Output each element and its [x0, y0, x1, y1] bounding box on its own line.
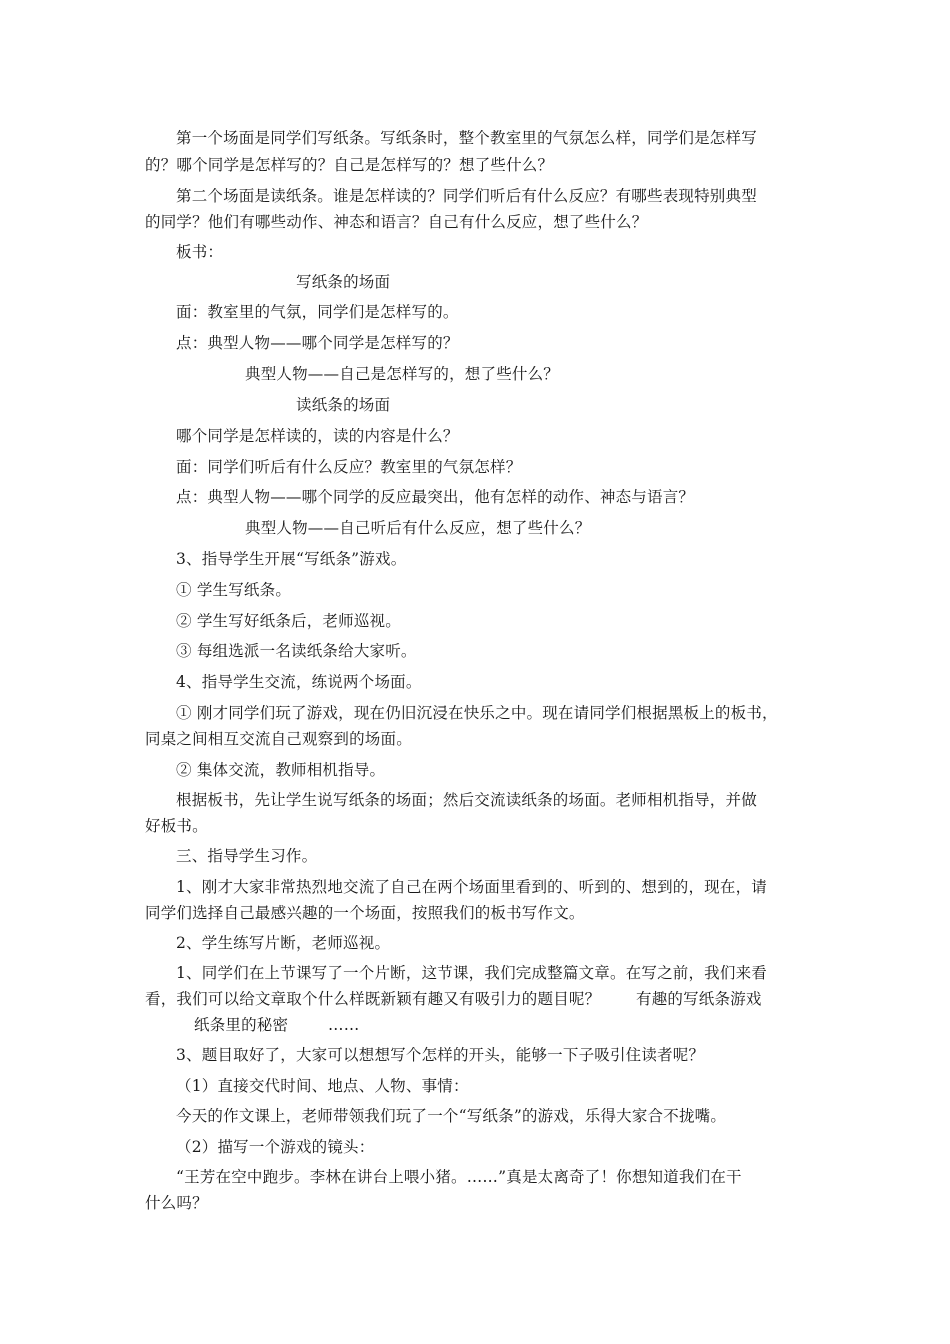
paragraph-line: 看，我们可以给文章取个什么样既新颖有趣又有吸引力的题目呢？ — [145, 990, 601, 1008]
ellipsis: …… — [328, 1016, 360, 1034]
paragraph-line: 的同学？他们有哪些动作、神态和语言？自己有什么反应，想了些什么？ — [145, 213, 648, 231]
title-example: 纸条里的秘密 — [194, 1016, 289, 1034]
board-heading: 写纸条的场面 — [296, 273, 391, 291]
example-text: 什么吗？ — [145, 1194, 208, 1212]
list-item: ② 集体交流，教师相机指导。 — [176, 761, 386, 779]
paragraph-line: 第二个场面是读纸条。谁是怎样读的？同学们听后有什么反应？有哪些表现特别典型 — [176, 187, 757, 205]
paragraph-line: 2、学生练写片断，老师巡视。 — [176, 934, 391, 952]
example-text: “王芳在空中跑步。李林在讲台上喂小猪。……”真是太离奇了！你想知道我们在干 — [176, 1168, 742, 1186]
list-item: 同桌之间相互交流自己观察到的场面。 — [145, 730, 412, 748]
board-line: 点：典型人物——哪个同学的反应最突出，他有怎样的动作、神态与语言？ — [176, 488, 695, 506]
board-line: 典型人物——自己听后有什么反应，想了些什么？ — [245, 519, 591, 537]
paragraph-line: 根据板书，先让学生说写纸条的场面；然后交流读纸条的场面。老师相机指导，并做 — [176, 791, 757, 809]
step-heading: 4、指导学生交流，练说两个场面。 — [176, 673, 422, 691]
step-heading: 3、指导学生开展“写纸条”游戏。 — [176, 550, 407, 568]
title-example: 有趣的写纸条游戏 — [636, 990, 762, 1008]
paragraph-line: 好板书。 — [145, 817, 208, 835]
board-label: 板书： — [176, 243, 224, 261]
paragraph-line: 第一个场面是同学们写纸条。写纸条时，整个教室里的气氛怎么样，同学们是怎样写 — [176, 129, 757, 147]
paragraph-line: 3、题目取好了，大家可以想想写个怎样的开头，能够一下子吸引住读者呢？ — [176, 1046, 705, 1064]
list-item: ② 学生写好纸条后，老师巡视。 — [176, 612, 401, 630]
paragraph-line: 1、刚才大家非常热烈地交流了自己在两个场面里看到的、听到的、想到的，现在，请 — [176, 878, 767, 896]
list-item: ① 刚才同学们玩了游戏，现在仍旧沉浸在快乐之中。现在请同学们根据黑板上的板书， — [176, 704, 778, 722]
list-item: （1）直接交代时间、地点、人物、事情： — [176, 1077, 469, 1095]
example-text: 今天的作文课上，老师带领我们玩了一个“写纸条”的游戏，乐得大家合不拢嘴。 — [176, 1107, 727, 1125]
board-line: 哪个同学是怎样读的，读的内容是什么？ — [176, 427, 459, 445]
board-line: 点：典型人物——哪个同学是怎样写的？ — [176, 334, 459, 352]
list-item: （2）描写一个游戏的镜头： — [176, 1138, 375, 1156]
paragraph-line: 1、同学们在上节课写了一个片断，这节课，我们完成整篇文章。在写之前，我们来看 — [176, 964, 767, 982]
board-line: 面：同学们听后有什么反应？教室里的气氛怎样？ — [176, 458, 522, 476]
list-item: ③ 每组选派一名读纸条给大家听。 — [176, 642, 417, 660]
paragraph-line: 同学们选择自己最感兴趣的一个场面，按照我们的板书写作文。 — [145, 904, 585, 922]
board-heading: 读纸条的场面 — [296, 396, 391, 414]
board-line: 面：教室里的气氛，同学们是怎样写的。 — [176, 303, 459, 321]
section-heading: 三、指导学生习作。 — [176, 847, 318, 865]
list-item: ① 学生写纸条。 — [176, 581, 292, 599]
paragraph-line: 的？哪个同学是怎样写的？自己是怎样写的？想了些什么？ — [145, 156, 554, 174]
board-line: 典型人物——自己是怎样写的，想了些什么？ — [245, 365, 560, 383]
